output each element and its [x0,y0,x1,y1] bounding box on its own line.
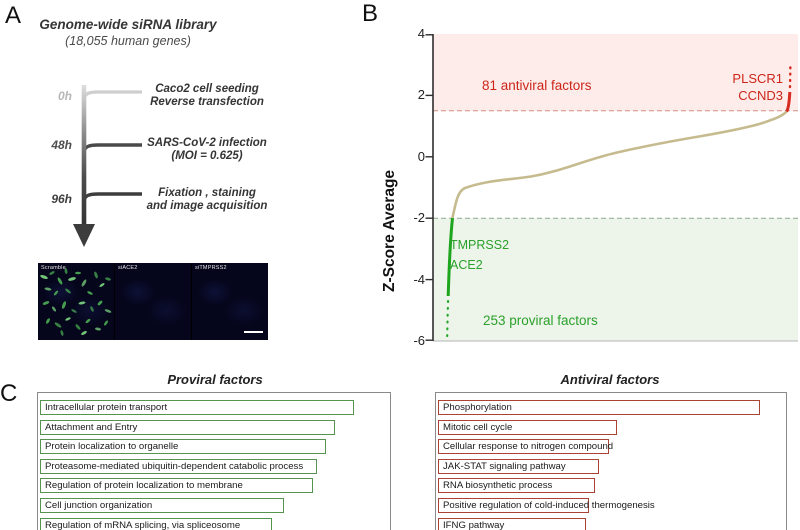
go-term-bar: IFNG pathway [438,518,586,530]
go-term-bar: Mitotic cell cycle [438,420,617,435]
micrograph-scramble [38,263,114,340]
step-line: Reverse transfection [150,95,264,108]
timeline-branch-96h [84,194,142,202]
panel-b-letter: B [362,0,379,27]
panel-a-title: Genome-wide siRNA library [39,17,217,32]
timeline-arrow-graphic [40,80,150,255]
gene-label-ace2: ACE2 [450,258,483,272]
go-term-bar: RNA biosynthetic process [438,478,595,493]
go-term-bar: Phosphorylation [438,400,760,415]
timeline-time-0h: 0h [57,89,72,103]
go-term-bar: Intracellular protein transport [40,400,354,415]
y-axis-tick-label: 0 [417,148,425,164]
y-axis-tick-label: -4 [413,271,425,287]
timeline-vertical-line [82,85,87,226]
scale-bar [244,331,263,334]
go-term-bar: JAK-STAT signaling pathway [438,459,599,474]
timeline-arrowhead-icon [73,224,95,247]
y-axis-label: Z-Score Average [381,169,398,292]
fluorescent-cells-graphic [38,263,114,340]
step-line: Fixation , staining [158,187,256,199]
y-axis-tick-label: -6 [413,333,425,348]
timeline-time-48h: 48h [51,138,72,152]
timeline-step-infection [143,137,271,162]
micrograph-label: Scramble [41,265,66,271]
antiviral-count-label: 81 antiviral factors [482,78,592,93]
go-term-bar: Proteasome-mediated ubiquitin-dependent catabolic process [40,459,317,474]
micrograph-label: siTMPRSS2 [195,265,227,271]
zscore-curve [453,112,787,219]
panel-c-letter: C [0,380,18,407]
micrograph-sitmprss2 [192,263,268,340]
timeline-step-fixation [143,187,271,212]
micrograph-siace2 [115,263,191,340]
panel-a-letter: A [5,2,22,29]
step-line: (MOI = 0.625) [171,149,243,162]
timeline-branch-0h [84,92,142,100]
gene-label-tmprss2: TMPRSS2 [450,238,510,252]
proviral-count-label: 253 proviral factors [483,313,598,328]
y-axis-tick-label: -2 [413,210,425,226]
antiviral-factors-title: Antiviral factors [560,372,660,387]
proviral-terms-box [37,392,391,530]
go-term-bar: Positive regulation of cold-induced thermogenesis [438,498,589,513]
y-axis-tick-label: 4 [417,26,425,41]
gene-label-plscr1: PLSCR1 [732,71,783,86]
timeline-step-seeding [143,83,271,108]
micrograph-strip [38,263,268,340]
step-line: Caco2 cell seeding [155,83,259,95]
go-term-bar: Cellular response to nitrogen compound [438,439,609,454]
step-line: SARS-CoV-2 infection [147,137,267,149]
proviral-factors-title: Proviral factors [167,372,263,387]
timeline-branch-48h [84,145,142,153]
panel-a-subtitle: (18,055 human genes) [65,34,191,48]
micrograph-label: siACE2 [118,265,138,271]
go-term-bar: Cell junction organization [40,498,284,513]
gene-label-ccnd3: CCND3 [738,88,783,103]
y-axis-tick-label: 2 [417,87,425,103]
timeline-time-96h: 96h [51,192,72,206]
go-term-bar: Protein localization to organelle [40,439,326,454]
go-term-bar: Regulation of mRNA splicing, via spliceosome [40,518,272,530]
antiviral-terms-box [435,392,787,530]
step-line: and image acquisition [146,199,268,212]
go-term-bar: Attachment and Entry [40,420,335,435]
go-term-bar: Regulation of protein localization to membrane [40,478,313,493]
y-axis-tick-marks [426,35,434,340]
